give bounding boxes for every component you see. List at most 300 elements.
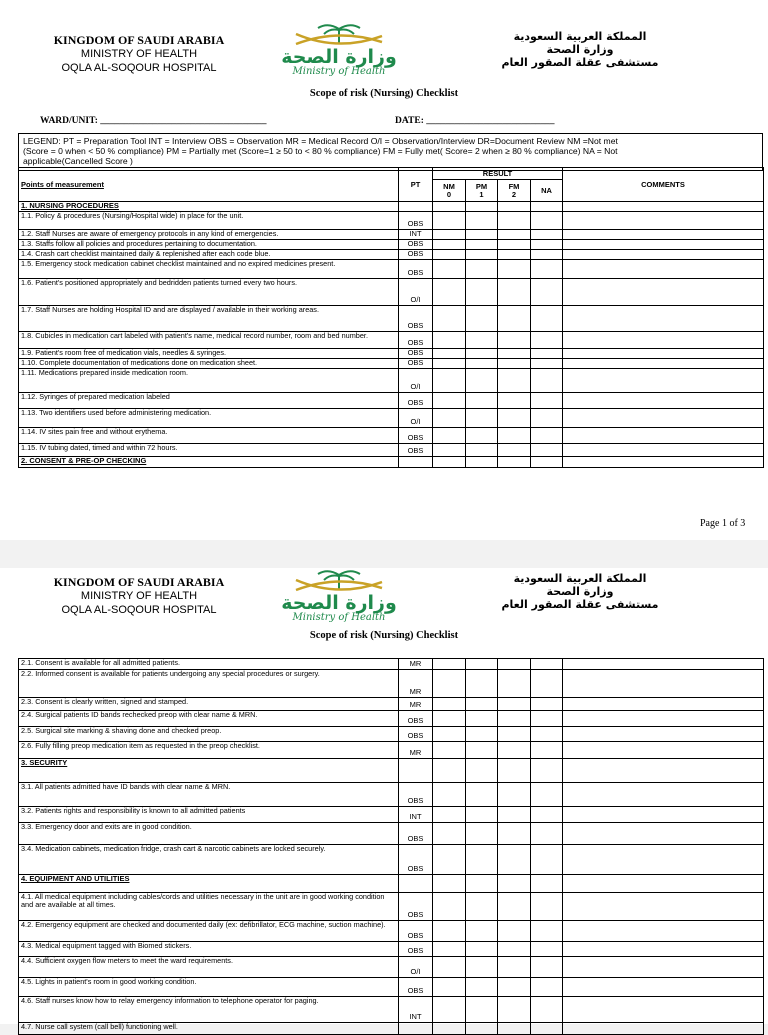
nm-checkbox-cell[interactable]	[433, 279, 466, 306]
comments-cell[interactable]	[563, 823, 764, 845]
na-checkbox-cell[interactable]	[531, 783, 563, 807]
nm-checkbox-cell[interactable]	[433, 202, 466, 212]
section-title: 3. SECURITY	[19, 759, 399, 783]
table-row	[19, 711, 764, 727]
pm-checkbox-cell[interactable]	[466, 807, 498, 823]
pt-cell: OBS	[399, 260, 433, 279]
nm-checkbox-cell[interactable]	[433, 875, 466, 893]
fm-checkbox-cell[interactable]	[498, 332, 531, 349]
comments-cell[interactable]	[563, 727, 764, 742]
fm-checkbox-cell[interactable]	[498, 393, 531, 409]
measurement-text: 1.2. Staff Nurses are aware of emergency protocols in any kind of emergencies.	[19, 230, 399, 240]
comments-cell[interactable]	[563, 742, 764, 759]
legend-line-1: LEGEND: PT = Preparation Tool INT = Interview OBS = Observation MR = Medical Record O/I = Observation/Interview DR=Document Review NM =Not met	[23, 136, 618, 146]
pt-cell: OBS	[399, 332, 433, 349]
nm-checkbox-cell[interactable]	[433, 230, 466, 240]
pt-cell: OBS	[399, 428, 433, 444]
measurement-text: 3.4. Medication cabinets, medication fridge, crash cart & narcotic cabinets are locked securely.	[19, 845, 399, 875]
nm-checkbox-cell[interactable]	[433, 212, 466, 230]
comments-cell[interactable]	[563, 250, 764, 260]
comments-cell[interactable]	[563, 260, 764, 279]
measurement-text: 4.6. Staff nurses know how to relay emergency information to telephone operator for paging.	[19, 997, 399, 1023]
fm-checkbox-cell[interactable]	[498, 428, 531, 444]
pm-checkbox-cell[interactable]	[466, 659, 498, 670]
pt-cell	[399, 875, 433, 893]
pt-cell: OBS	[399, 393, 433, 409]
header-english	[0, 33, 278, 75]
pm-checkbox-cell[interactable]	[466, 875, 498, 893]
comments-cell[interactable]	[563, 279, 764, 306]
table-row	[19, 698, 764, 711]
pm-checkbox-cell[interactable]	[466, 279, 498, 306]
table-row	[19, 279, 764, 306]
page-number: Page 1 of 3	[700, 518, 746, 529]
section-row	[19, 759, 764, 783]
pt-cell: O/I	[399, 409, 433, 428]
pm-checkbox-cell[interactable]	[466, 942, 498, 957]
pt-cell: OBS	[399, 921, 433, 942]
na-checkbox-cell[interactable]	[531, 240, 563, 250]
table-row	[19, 444, 764, 457]
na-checkbox-cell[interactable]	[531, 978, 563, 997]
pm-checkbox-cell[interactable]	[466, 742, 498, 759]
measurement-text: 1.14. IV sites pain free and without erythema.	[19, 428, 399, 444]
na-checkbox-cell[interactable]	[531, 711, 563, 727]
pm-checkbox-cell[interactable]	[466, 202, 498, 212]
section-row	[19, 202, 764, 212]
pt-cell: OBS	[399, 823, 433, 845]
pm-checkbox-cell[interactable]	[466, 306, 498, 332]
page-gap	[0, 540, 768, 568]
nm-checkbox-cell[interactable]	[433, 457, 466, 468]
pm-checkbox-cell[interactable]	[466, 444, 498, 457]
pt-cell: O/I	[399, 369, 433, 393]
comments-cell[interactable]	[563, 349, 764, 359]
fm-checkbox-cell[interactable]	[498, 369, 531, 393]
page-2	[0, 568, 768, 1031]
pm-checkbox-cell[interactable]	[466, 409, 498, 428]
table-row	[19, 670, 764, 698]
fm-checkbox-cell[interactable]	[498, 742, 531, 759]
fm-checkbox-cell[interactable]	[498, 230, 531, 240]
na-header: NA	[531, 180, 563, 202]
table-row	[19, 823, 764, 845]
na-checkbox-cell[interactable]	[531, 369, 563, 393]
table-row	[19, 332, 764, 349]
fm-checkbox-cell[interactable]	[498, 997, 531, 1023]
measurement-text: 1.15. IV tubing dated, timed and within 72 hours.	[19, 444, 399, 457]
comments-cell[interactable]	[563, 875, 764, 893]
na-checkbox-cell[interactable]	[531, 230, 563, 240]
table-row	[19, 260, 764, 279]
pt-cell: O/I	[399, 957, 433, 978]
na-checkbox-cell[interactable]	[531, 260, 563, 279]
na-checkbox-cell[interactable]	[531, 444, 563, 457]
na-checkbox-cell[interactable]	[531, 921, 563, 942]
comments-cell[interactable]	[563, 783, 764, 807]
table-row	[19, 807, 764, 823]
nm-checkbox-cell[interactable]	[433, 349, 466, 359]
nm-checkbox-cell[interactable]	[433, 942, 466, 957]
pt-cell: OBS	[399, 711, 433, 727]
fm-checkbox-cell[interactable]	[498, 875, 531, 893]
pm-checkbox-cell[interactable]	[466, 369, 498, 393]
pt-cell: OBS	[399, 444, 433, 457]
pt-cell	[399, 1023, 433, 1035]
comments-cell[interactable]	[563, 230, 764, 240]
measurement-text: 2.1. Consent is available for all admitted patients.	[19, 659, 399, 670]
comments-cell[interactable]	[563, 893, 764, 921]
comments-cell[interactable]	[563, 359, 764, 369]
nm-checkbox-cell[interactable]	[433, 978, 466, 997]
fm-checkbox-cell[interactable]	[498, 212, 531, 230]
table-row	[19, 997, 764, 1023]
na-checkbox-cell[interactable]	[531, 1023, 563, 1035]
measurement-text: 4.4. Sufficient oxygen flow meters to meet the ward requirements.	[19, 957, 399, 978]
nm-checkbox-cell[interactable]	[433, 428, 466, 444]
comments-cell[interactable]	[563, 978, 764, 997]
measurement-text: 2.2. Informed consent is available for patients undergoing any special procedures or surgery.	[19, 670, 399, 698]
pm-checkbox-cell[interactable]	[466, 727, 498, 742]
nm-checkbox-cell[interactable]	[433, 698, 466, 711]
fm-checkbox-cell[interactable]	[498, 1023, 531, 1035]
table-row	[19, 393, 764, 409]
measurement-text: 3.3. Emergency door and exits are in good condition.	[19, 823, 399, 845]
table-row	[19, 659, 764, 670]
measurement-text: 1.6. Patient's positioned appropriately and bedridden patients turned every two hours.	[19, 279, 399, 306]
points-header: Points of measurement	[19, 168, 399, 202]
pm-checkbox-cell[interactable]	[466, 230, 498, 240]
na-checkbox-cell[interactable]	[531, 457, 563, 468]
table-row	[19, 1023, 764, 1035]
header-hospital: OQLA AL-SOQOUR HOSPITAL	[61, 62, 217, 74]
pm-checkbox-cell[interactable]	[466, 997, 498, 1023]
pt-header: PT	[399, 168, 433, 202]
comments-cell[interactable]	[563, 212, 764, 230]
table-row	[19, 428, 764, 444]
measurement-text: 4.2. Emergency equipment are checked and documented daily (ex: defibrillator, ECG machine, suction machine).	[19, 921, 399, 942]
table-row	[19, 212, 764, 230]
measurement-text: 4.1. All medical equipment including cables/cords and utilities necessary in the unit are in good working condition and are available at all times.	[19, 893, 399, 921]
measurement-text: 4.7. Nurse call system (call bell) functioning well.	[19, 1023, 399, 1035]
comments-cell[interactable]	[563, 711, 764, 727]
na-checkbox-cell[interactable]	[531, 279, 563, 306]
table-row	[19, 359, 764, 369]
na-checkbox-cell[interactable]	[531, 845, 563, 875]
pt-cell: OBS	[399, 845, 433, 875]
measurement-text: 2.4. Surgical patients ID bands rechecked preop with clear name & MRN.	[19, 711, 399, 727]
measurement-text: 1.3. Staffs follow all policies and procedures pertaining to documentation.	[19, 240, 399, 250]
comments-cell[interactable]	[563, 332, 764, 349]
comments-cell[interactable]	[563, 921, 764, 942]
nm-checkbox-cell[interactable]	[433, 260, 466, 279]
fm-checkbox-cell[interactable]	[498, 250, 531, 260]
comments-cell[interactable]	[563, 942, 764, 957]
comments-cell[interactable]	[563, 807, 764, 823]
nm-checkbox-cell[interactable]	[433, 393, 466, 409]
table-row	[19, 845, 764, 875]
ministry-logo-p2	[278, 568, 400, 624]
na-checkbox-cell[interactable]	[531, 893, 563, 921]
table-row	[19, 349, 764, 359]
comments-cell[interactable]	[563, 369, 764, 393]
nm-checkbox-cell[interactable]	[433, 845, 466, 875]
fm-checkbox-cell[interactable]	[498, 359, 531, 369]
na-checkbox-cell[interactable]	[531, 727, 563, 742]
fm-checkbox-cell[interactable]	[498, 783, 531, 807]
logo-english-text: Ministry of Health	[292, 66, 386, 77]
measurement-text: 2.6. Fully filling preop medication item as requested in the preop checklist.	[19, 742, 399, 759]
pm-checkbox-cell[interactable]	[466, 260, 498, 279]
table-row	[19, 306, 764, 332]
na-checkbox-cell[interactable]	[531, 698, 563, 711]
na-checkbox-cell[interactable]	[531, 393, 563, 409]
fm-checkbox-cell[interactable]	[498, 727, 531, 742]
nm-checkbox-cell[interactable]	[433, 1023, 466, 1035]
nm-checkbox-cell[interactable]	[433, 997, 466, 1023]
fm-checkbox-cell[interactable]	[498, 659, 531, 670]
pt-cell: OBS	[399, 942, 433, 957]
ward-unit-field[interactable]: WARD/UNIT: ___________________________________	[40, 116, 267, 126]
nm-checkbox-cell[interactable]	[433, 659, 466, 670]
nm-checkbox-cell[interactable]	[433, 359, 466, 369]
pm-checkbox-cell[interactable]	[466, 212, 498, 230]
pt-cell: OBS	[399, 359, 433, 369]
comments-cell[interactable]	[563, 393, 764, 409]
measurement-text: 1.8. Cubicles in medication cart labeled with patient's name, medical record number, room and bed number.	[19, 332, 399, 349]
pm-checkbox-cell[interactable]	[466, 349, 498, 359]
fm-header: FM 2	[498, 180, 531, 202]
pm-checkbox-cell[interactable]	[466, 957, 498, 978]
pt-cell	[399, 202, 433, 212]
na-checkbox-cell[interactable]	[531, 212, 563, 230]
measurement-text: 1.7. Staff Nurses are holding Hospital ID and are displayed / available in their working areas.	[19, 306, 399, 332]
na-checkbox-cell[interactable]	[531, 670, 563, 698]
measurement-text: 3.1. All patients admitted have ID bands with clear name & MRN.	[19, 783, 399, 807]
pt-cell: OBS	[399, 727, 433, 742]
pt-cell: MR	[399, 698, 433, 711]
na-checkbox-cell[interactable]	[531, 742, 563, 759]
comments-cell[interactable]	[563, 1023, 764, 1035]
comments-cell[interactable]	[563, 670, 764, 698]
pm-checkbox-cell[interactable]	[466, 893, 498, 921]
measurement-text: 2.5. Surgical site marking & shaving done and checked preop.	[19, 727, 399, 742]
pt-cell: INT	[399, 230, 433, 240]
na-checkbox-cell[interactable]	[531, 823, 563, 845]
na-checkbox-cell[interactable]	[531, 997, 563, 1023]
checklist-table-page-2	[18, 658, 764, 1035]
na-checkbox-cell[interactable]	[531, 807, 563, 823]
pm-checkbox-cell[interactable]	[466, 921, 498, 942]
pm-checkbox-cell[interactable]	[466, 332, 498, 349]
na-checkbox-cell[interactable]	[531, 306, 563, 332]
comments-cell[interactable]	[563, 659, 764, 670]
table-row	[19, 978, 764, 997]
fm-checkbox-cell[interactable]	[498, 759, 531, 783]
checklist-table-page-1	[18, 167, 764, 468]
nm-checkbox-cell[interactable]	[433, 783, 466, 807]
nm-checkbox-cell[interactable]	[433, 409, 466, 428]
header-arabic	[500, 30, 660, 69]
fm-checkbox-cell[interactable]	[498, 409, 531, 428]
nm-checkbox-cell[interactable]	[433, 250, 466, 260]
comments-cell[interactable]	[563, 698, 764, 711]
comments-cell[interactable]	[563, 457, 764, 468]
fm-checkbox-cell[interactable]	[498, 279, 531, 306]
pm-checkbox-cell[interactable]	[466, 823, 498, 845]
fm-checkbox-cell[interactable]	[498, 823, 531, 845]
header-arabic-ministry: وزارة الصحة	[546, 585, 614, 598]
pt-cell: OBS	[399, 783, 433, 807]
section-row	[19, 457, 764, 468]
nm-checkbox-cell[interactable]	[433, 807, 466, 823]
header-arabic-country: المملكة العربية السعودية	[513, 30, 647, 43]
measurement-text: 4.3. Medical equipment tagged with Biomed stickers.	[19, 942, 399, 957]
fm-checkbox-cell[interactable]	[498, 845, 531, 875]
pm-checkbox-cell[interactable]	[466, 428, 498, 444]
fm-checkbox-cell[interactable]	[498, 457, 531, 468]
form-title: Scope of risk (Nursing) Checklist	[309, 88, 459, 99]
header-arabic-hospital: مستشفى عقلة الصقور العام	[501, 56, 659, 69]
comments-cell[interactable]	[563, 997, 764, 1023]
header-arabic-p2	[500, 572, 660, 611]
comments-header: COMMENTS	[563, 168, 764, 202]
pm-checkbox-cell[interactable]	[466, 845, 498, 875]
logo-english-text: Ministry of Health	[292, 612, 386, 623]
na-checkbox-cell[interactable]	[531, 428, 563, 444]
pt-cell: MR	[399, 659, 433, 670]
pt-cell: INT	[399, 997, 433, 1023]
fm-checkbox-cell[interactable]	[498, 240, 531, 250]
fm-checkbox-cell[interactable]	[498, 444, 531, 457]
table-row	[19, 921, 764, 942]
comments-cell[interactable]	[563, 444, 764, 457]
pm-checkbox-cell[interactable]	[466, 978, 498, 997]
pm-checkbox-cell[interactable]	[466, 759, 498, 783]
table-row	[19, 250, 764, 260]
date-field[interactable]: DATE: ___________________________	[395, 116, 555, 126]
measurement-text: 1.13. Two identifiers used before administering medication.	[19, 409, 399, 428]
pt-cell: OBS	[399, 306, 433, 332]
nm-checkbox-cell[interactable]	[433, 759, 466, 783]
nm-checkbox-cell[interactable]	[433, 240, 466, 250]
comments-cell[interactable]	[563, 306, 764, 332]
pt-cell: OBS	[399, 349, 433, 359]
form-title-p2: Scope of risk (Nursing) Checklist	[309, 630, 459, 641]
na-checkbox-cell[interactable]	[531, 409, 563, 428]
pm-checkbox-cell[interactable]	[466, 783, 498, 807]
header-ministry: MINISTRY OF HEALTH	[80, 48, 198, 60]
pm-checkbox-cell[interactable]	[466, 393, 498, 409]
pm-checkbox-cell[interactable]	[466, 711, 498, 727]
pt-cell: OBS	[399, 212, 433, 230]
nm-checkbox-cell[interactable]	[433, 369, 466, 393]
fm-checkbox-cell[interactable]	[498, 306, 531, 332]
na-checkbox-cell[interactable]	[531, 942, 563, 957]
comments-cell[interactable]	[563, 957, 764, 978]
section-row	[19, 875, 764, 893]
pm-checkbox-cell[interactable]	[466, 457, 498, 468]
nm-header: NM 0	[433, 180, 466, 202]
comments-cell[interactable]	[563, 240, 764, 250]
fm-checkbox-cell[interactable]	[498, 893, 531, 921]
nm-checkbox-cell[interactable]	[433, 921, 466, 942]
na-checkbox-cell[interactable]	[531, 250, 563, 260]
na-checkbox-cell[interactable]	[531, 332, 563, 349]
header-country: KINGDOM OF SAUDI ARABIA	[53, 33, 225, 47]
table-row	[19, 727, 764, 742]
comments-cell[interactable]	[563, 428, 764, 444]
nm-checkbox-cell[interactable]	[433, 742, 466, 759]
na-checkbox-cell[interactable]	[531, 659, 563, 670]
fm-checkbox-cell[interactable]	[498, 698, 531, 711]
pm-checkbox-cell[interactable]	[466, 698, 498, 711]
pm-checkbox-cell[interactable]	[466, 1023, 498, 1035]
nm-checkbox-cell[interactable]	[433, 444, 466, 457]
pm-checkbox-cell[interactable]	[466, 240, 498, 250]
fm-checkbox-cell[interactable]	[498, 711, 531, 727]
na-checkbox-cell[interactable]	[531, 202, 563, 212]
measurement-text: 1.1. Policy & procedures (Nursing/Hospital wide) in place for the unit.	[19, 212, 399, 230]
comments-cell[interactable]	[563, 759, 764, 783]
pm-checkbox-cell[interactable]	[466, 250, 498, 260]
header-english-p2	[0, 575, 278, 617]
nm-checkbox-cell[interactable]	[433, 893, 466, 921]
header-country: KINGDOM OF SAUDI ARABIA	[53, 575, 225, 589]
nm-checkbox-cell[interactable]	[433, 670, 466, 698]
na-checkbox-cell[interactable]	[531, 359, 563, 369]
na-checkbox-cell[interactable]	[531, 759, 563, 783]
fm-checkbox-cell[interactable]	[498, 921, 531, 942]
na-checkbox-cell[interactable]	[531, 349, 563, 359]
fm-checkbox-cell[interactable]	[498, 807, 531, 823]
nm-checkbox-cell[interactable]	[433, 711, 466, 727]
nm-checkbox-cell[interactable]	[433, 306, 466, 332]
pt-cell: INT	[399, 807, 433, 823]
fm-checkbox-cell[interactable]	[498, 957, 531, 978]
comments-cell[interactable]	[563, 845, 764, 875]
table-row	[19, 942, 764, 957]
pm-checkbox-cell[interactable]	[466, 670, 498, 698]
table-row	[19, 409, 764, 428]
nm-checkbox-cell[interactable]	[433, 823, 466, 845]
fm-checkbox-cell[interactable]	[498, 978, 531, 997]
measurement-text: 4.5. Lights in patient's room in good working condition.	[19, 978, 399, 997]
nm-checkbox-cell[interactable]	[433, 957, 466, 978]
header-arabic-country: المملكة العربية السعودية	[513, 572, 647, 585]
pt-cell	[399, 759, 433, 783]
fm-checkbox-cell[interactable]	[498, 670, 531, 698]
comments-cell[interactable]	[563, 202, 764, 212]
nm-checkbox-cell[interactable]	[433, 727, 466, 742]
legend-line-2: (Score = 0 when < 50 % compliance) PM = Partially met (Score=1 ≥ 50 to < 80 % compliance) FM = Fully met( Score= 2 when ≥ 80 % compliance) NA = Not	[23, 146, 618, 156]
na-checkbox-cell[interactable]	[531, 957, 563, 978]
header-arabic-ministry: وزارة الصحة	[546, 43, 614, 56]
legend-line-3: applicable(Cancelled Score )	[23, 156, 133, 166]
na-checkbox-cell[interactable]	[531, 875, 563, 893]
comments-cell[interactable]	[563, 409, 764, 428]
measurement-text: 2.3. Consent is clearly written, signed and stamped.	[19, 698, 399, 711]
measurement-text: 1.12. Syringes of prepared medication labeled	[19, 393, 399, 409]
nm-checkbox-cell[interactable]	[433, 332, 466, 349]
pt-cell: OBS	[399, 240, 433, 250]
fm-checkbox-cell[interactable]	[498, 349, 531, 359]
fm-checkbox-cell[interactable]	[498, 942, 531, 957]
fm-checkbox-cell[interactable]	[498, 202, 531, 212]
fm-checkbox-cell[interactable]	[498, 260, 531, 279]
pm-checkbox-cell[interactable]	[466, 359, 498, 369]
measurement-text: 1.9. Patient's room free of medication vials, needles & syringes.	[19, 349, 399, 359]
